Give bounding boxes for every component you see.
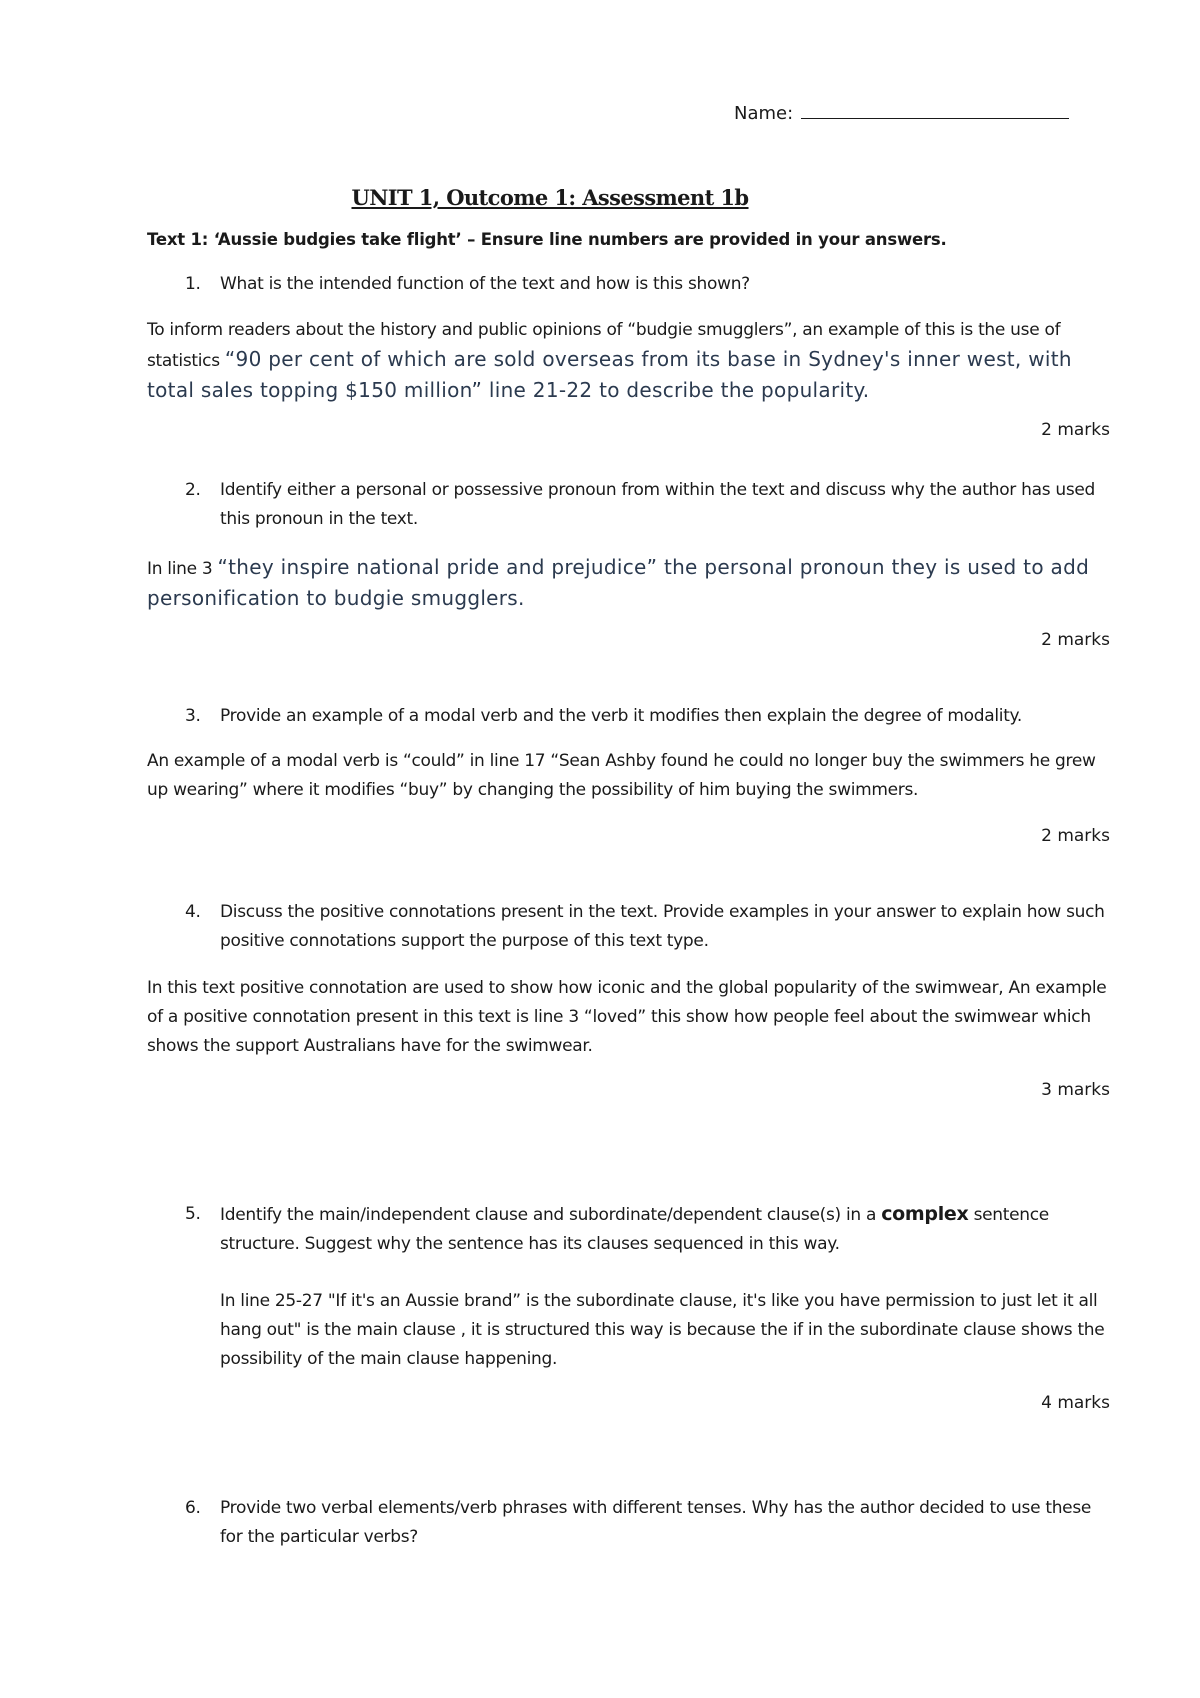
marks-1: 2 marks bbox=[1041, 420, 1110, 440]
marks-3: 2 marks bbox=[1041, 826, 1110, 846]
answer-2 bbox=[147, 553, 1107, 615]
question-4 bbox=[185, 898, 1105, 956]
question-text: Discuss the positive connotations present in the text. Provide examples in your answer to explain how such positive connotations support the purpose of this text type. bbox=[220, 902, 1105, 951]
question-1 bbox=[185, 270, 1105, 299]
question-number: 5. bbox=[185, 1204, 201, 1224]
question-text: Identify the main/independent clause and subordinate/dependent clause(s) in a bbox=[220, 1205, 882, 1225]
answer-5: In line 25-27 "If it's an Aussie brand” is the subordinate clause, it's like you have permission to just let it all hang out" is the main clause , it is structured this way is because the if in the subordinate clause shows the possibility of the main clause happening. bbox=[220, 1291, 1105, 1369]
answer-4: In this text positive connotation are used to show how iconic and the global popularity of the swimwear, An example of a positive connotation present in this text is line 3 “loved” this show how people feel about the swimwear which shows the support Australians have for the swimwear. bbox=[147, 978, 1107, 1056]
question-number: 4. bbox=[185, 902, 201, 922]
question-2 bbox=[185, 476, 1105, 534]
question-3 bbox=[185, 702, 1105, 731]
question-number: 1. bbox=[185, 274, 201, 294]
name-field[interactable] bbox=[734, 100, 1069, 124]
question-text: What is the intended function of the text and how is this shown? bbox=[220, 274, 750, 294]
answer-3: An example of a modal verb is “could” in line 17 “Sean Ashby found he could no longer buy the swimmers he grew up wearing” where it modifies “buy” by changing the possibility of him buying the swimmers. bbox=[147, 751, 1096, 800]
marks-4: 3 marks bbox=[1041, 1080, 1110, 1100]
answer-quote: “90 per cent of which are sold overseas from its base in Sydney's inner west, with total sales topping $150 million” line 21-22 to describe the popularity. bbox=[147, 347, 1072, 402]
question-text-end: sentence structure. Suggest why the sentence has its clauses sequenced in this way. bbox=[220, 1205, 1049, 1254]
answer-quote: “they inspire national pride and prejudice” the personal pronoun they is used to add personification to budgie smugglers. bbox=[147, 555, 1090, 610]
question-number: 2. bbox=[185, 480, 201, 500]
name-blank-line[interactable] bbox=[801, 100, 1069, 119]
question-number: 6. bbox=[185, 1498, 201, 1518]
answer-1 bbox=[147, 316, 1107, 407]
marks-2: 2 marks bbox=[1041, 630, 1110, 650]
question-emphasis: complex bbox=[881, 1203, 969, 1225]
marks-5: 4 marks bbox=[1041, 1393, 1110, 1413]
answer-text: To inform readers about the history and public opinions of “budgie smugglers”, an example of this is the use of statistics bbox=[147, 320, 1061, 371]
question-5 bbox=[185, 1200, 1105, 1259]
question-6 bbox=[185, 1494, 1105, 1552]
question-number: 3. bbox=[185, 706, 201, 726]
name-label: Name: bbox=[734, 103, 794, 124]
question-text: Identify either a personal or possessive pronoun from within the text and discuss why the author has used this pronoun in the text. bbox=[220, 480, 1096, 529]
text-heading: Text 1: ‘Aussie budgies take flight’ – Ensure line numbers are provided in your answers. bbox=[147, 230, 947, 249]
question-text: Provide two verbal elements/verb phrases with different tenses. Why has the author decided to use these for the particular verbs? bbox=[220, 1498, 1092, 1547]
question-text: Provide an example of a modal verb and the verb it modifies then explain the degree of modality. bbox=[220, 706, 1023, 726]
page-title: UNIT 1, Outcome 1: Assessment 1b bbox=[351, 185, 749, 210]
answer-text: In line 3 bbox=[147, 559, 218, 579]
